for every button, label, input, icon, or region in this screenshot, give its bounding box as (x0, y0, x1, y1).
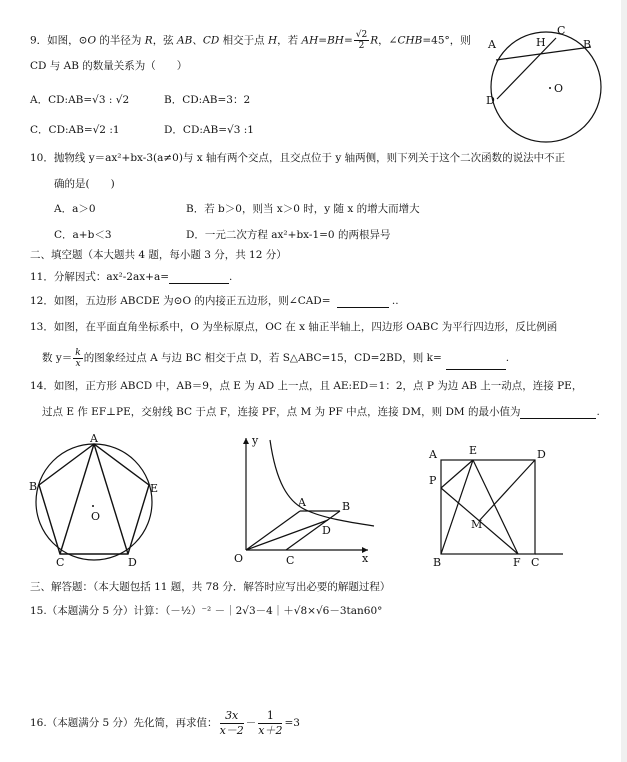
q10-option-a: A．a＞0 (54, 203, 96, 215)
label-D: D (486, 94, 495, 107)
q16: 16.（本题满分 5 分）先化简，再求值： $\frac{3x}{x-2}$ － $\frac{1}{x+2}$ =3 (30, 708, 300, 737)
q10-option-b: B．若 b＞0，则当 x＞0 时，y 随 x 的增大而增大 (186, 203, 420, 215)
q13-answer-blank (446, 359, 506, 370)
q9-line2: CD 与 AB 的数量关系为（ ） (30, 60, 188, 72)
label-D: D (537, 448, 546, 461)
fraction-3x-over-x-minus-2: $\frac{3x}{x-2}$ (219, 708, 244, 737)
label-x: x (362, 552, 369, 565)
label-C: C (286, 554, 295, 567)
label-O: O (91, 510, 101, 523)
q9-option-a: A．CD:AB=√3 : √2 (30, 94, 130, 106)
label-A: A (90, 432, 98, 445)
label-C: C (531, 556, 540, 569)
q12-answer-blank (337, 297, 389, 308)
q12: 12．如图，五边形 ABCDE 为⊙O 的内接正五边形，则∠CAD= .. (30, 295, 399, 307)
label-E: E (150, 482, 159, 495)
square-figure-q14 (425, 440, 575, 575)
label-B: B (583, 38, 592, 51)
q11-answer-blank (169, 273, 229, 284)
q9-line1: 9．如图，⊙O 的半径为 R，弦 AB、CD 相交于点 H，若 AH=BH= $\frac{√2}{2}$ R，∠CHB=45°，则 (30, 30, 471, 51)
q13-line2: 数 y＝ $\frac{k}{x}$ 的图象经过点 A 与边 BC 相交于点 D，若 S△ABC=15，CD=2BD，则 k= . (42, 347, 510, 369)
label-B: B (29, 480, 38, 493)
q9-option-c: C．CD:AB=√2 :1 (30, 124, 120, 136)
label-y: y (252, 434, 259, 447)
fraction-sqrt2-over-2: $\frac{√2}{2}$ (355, 30, 368, 51)
label-A: A (298, 496, 306, 509)
q14-line2: 过点 E 作 EF⊥PE，交射线 BC 于点 F，连接 PF，点 M 为 PF 中点，连接 DM，则 DM 的最小值为 . (42, 406, 600, 418)
q14-answer-blank (520, 408, 596, 419)
label-M: M (471, 518, 483, 531)
q11: 11．分解因式：ax²-2ax+a= . (30, 271, 233, 283)
label-A: A (488, 38, 496, 51)
q13-line1: 13．如图，在平面直角坐标系中，O 为坐标原点，OC 在 x 轴正半轴上，四边形 OABC 为平行四边形，反比例函 (30, 321, 558, 333)
scrollbar[interactable] (621, 0, 627, 762)
label-A: A (429, 448, 437, 461)
fraction-1-over-x-plus-2: $\frac{1}{x+2}$ (258, 708, 283, 737)
label-C: C (557, 24, 566, 37)
coordinate-graph-q13 (228, 432, 378, 572)
label-O: O (234, 552, 244, 565)
q10-line2: 确的是( ) (54, 178, 115, 190)
fraction-k-over-x: $\frac{k}{x}$ (75, 347, 81, 369)
q9-option-b: B．CD:AB=3：2 (164, 94, 251, 106)
circle-figure-q9 (480, 18, 610, 148)
q14-line1: 14．如图，正方形 ABCD 中，AB＝9，点 E 为 AD 上一点，且 AE:ED＝1：2，点 P 为边 AB 上一动点，连接 PE， (30, 380, 583, 392)
label-H: H (536, 36, 546, 49)
q10-line1: 10．抛物线 y＝ax²+bx-3(a≠0)与 x 轴有两个交点，且交点位于 y 轴两侧，则下列关于这个二次函数的说法中不正 (30, 152, 566, 164)
q15: 15.（本题满分 5 分）计算：（－½）⁻² －｜2√3－4｜＋√8×√6－3tan60° (30, 605, 383, 617)
q10-option-d: D．一元二次方程 ax²+bx-1=0 的两根异号 (186, 229, 391, 241)
label-D: D (322, 524, 331, 537)
label-C: C (56, 556, 65, 569)
label-B: B (342, 500, 351, 513)
section-fill-in-title: 二、填空题（本大题共 4 题，每小题 3 分，共 12 分） (30, 249, 287, 261)
label-F: F (513, 556, 521, 569)
label-O: O (554, 82, 564, 95)
label-E: E (469, 444, 478, 457)
label-D: D (128, 556, 137, 569)
q10-option-c: C．a+b＜3 (54, 229, 112, 241)
q9-option-d: D．CD:AB=√3 :1 (164, 124, 254, 136)
label-B: B (433, 556, 442, 569)
pentagon-figure-q12 (30, 432, 170, 572)
section-solutions-title: 三、解答题：（本大题包括 11 题，共 78 分．解答时应写出必要的解题过程） (30, 581, 391, 593)
q15-expression: （－½）⁻² －｜2√3－4｜＋√8×√6－3tan60° (165, 605, 383, 617)
label-P: P (429, 474, 437, 487)
